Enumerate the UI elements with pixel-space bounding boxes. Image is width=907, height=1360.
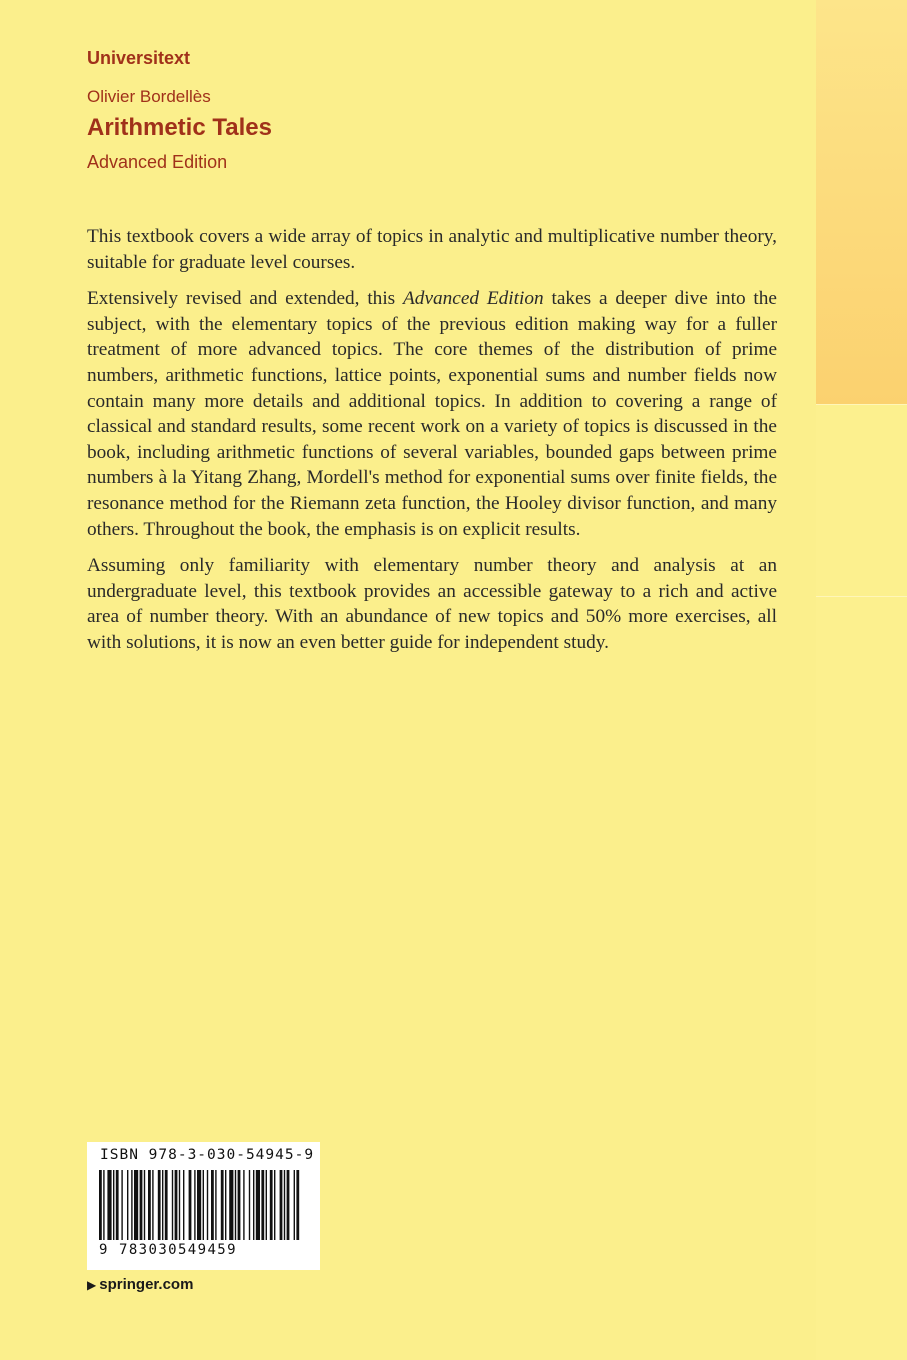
barcode-bar xyxy=(189,1170,192,1240)
barcode-bar xyxy=(148,1170,151,1240)
barcode-image xyxy=(95,1170,310,1242)
barcode-box xyxy=(87,1142,320,1270)
edition-label: Advanced Edition xyxy=(87,152,228,172)
barcode-bar xyxy=(179,1170,180,1240)
barcode-bar xyxy=(294,1170,295,1240)
barcode-bar xyxy=(165,1170,168,1240)
series-name: Universitext xyxy=(87,48,191,68)
blurb xyxy=(87,224,777,667)
blurb-paragraph-2 xyxy=(87,286,777,542)
isbn-label: ISBN 978-3-030-54945-9 xyxy=(100,1147,315,1163)
barcode-bar xyxy=(215,1170,216,1240)
blurb-text: Extensively revised and extended, this xyxy=(87,288,404,310)
barcode-bar xyxy=(280,1170,283,1240)
blurb-text: takes a deeper dive into the subject, with the elementary topics of the previous edition making way for a fuller treatment of more advanced topics. The core themes of the distribution of prime numbers, arithmetic functions, lattice points, exponential sums and number fields now contain many more details and additional topics. In addition to covering a range of classical and standard results, some recent work on a variety of topics is discussed in the book, including arithmetic functions of several variables, bounded gaps between prime numbers à la Yitang Zhang, Mordell's method for exponential sums over finite fields, the resonance method for the Riemann zeta function, the Hooley divisor function, and many others. Throughout the book, the emphasis is on explicit results. xyxy=(87,288,777,540)
barcode-bar xyxy=(158,1170,161,1240)
barcode-bar xyxy=(284,1170,285,1240)
barcode-bar xyxy=(162,1170,163,1240)
barcode-bar xyxy=(172,1170,173,1240)
spine-accent-band xyxy=(816,0,907,404)
barcode-bar xyxy=(238,1170,241,1240)
barcode-bar xyxy=(113,1170,114,1240)
book-title: Arithmetic Tales xyxy=(87,114,272,141)
barcode-bar xyxy=(296,1170,299,1240)
barcode-bar xyxy=(99,1170,102,1240)
barcode-bar xyxy=(256,1170,260,1240)
barcode-bar xyxy=(131,1170,132,1240)
barcode-bar xyxy=(253,1170,254,1240)
barcode-bar xyxy=(229,1170,233,1240)
barcode-bar xyxy=(249,1170,250,1240)
barcode-bar xyxy=(287,1170,290,1240)
barcode-bar xyxy=(270,1170,273,1240)
barcode-bar xyxy=(116,1170,119,1240)
barcode-bar xyxy=(197,1170,201,1240)
barcode-bar xyxy=(203,1170,204,1240)
barcode-bar xyxy=(140,1170,143,1240)
barcode-bar xyxy=(211,1170,214,1240)
barcode-bar xyxy=(261,1170,264,1240)
barcode-bar xyxy=(194,1170,195,1240)
author-name: Olivier Bordellès xyxy=(87,87,211,106)
barcode-bar xyxy=(221,1170,224,1240)
ean-digits: 783030549459 xyxy=(119,1242,237,1258)
barcode-bar xyxy=(243,1170,244,1240)
barcode-bar xyxy=(107,1170,111,1240)
barcode-bar xyxy=(144,1170,145,1240)
edition-emphasis: Advanced Edition xyxy=(403,288,544,310)
blurb-paragraph-1: This textbook covers a wide array of topics in analytic and multiplicative number theory, suitable for graduate level courses. xyxy=(87,226,777,273)
barcode-bar xyxy=(152,1170,153,1240)
blurb-paragraph-3: Assuming only familiarity with elementary number theory and analysis at an undergraduate level, this textbook provides an accessible gateway to a rich and active area of number theory. With an abundance of new topics and 50% more exercises, all with solutions, it is now an even better guide for independent study. xyxy=(87,555,777,653)
barcode-bar xyxy=(134,1170,138,1240)
barcode-bar xyxy=(235,1170,236,1240)
barcode-bar xyxy=(103,1170,104,1240)
barcode-bar xyxy=(207,1170,208,1240)
barcode-bar xyxy=(127,1170,128,1240)
publisher-link[interactable] xyxy=(87,1276,193,1293)
arrow-right-icon: ▶ xyxy=(87,1278,97,1292)
barcode-bar xyxy=(121,1170,122,1240)
barcode-bar xyxy=(225,1170,226,1240)
barcode-bar xyxy=(274,1170,275,1240)
barcode-bar xyxy=(266,1170,267,1240)
barcode-bar xyxy=(175,1170,178,1240)
ean-first-digit: 9 xyxy=(99,1242,108,1258)
spine-divider xyxy=(816,404,907,405)
barcode-bar xyxy=(183,1170,184,1240)
spine-divider xyxy=(816,596,907,597)
publisher-url: springer.com xyxy=(99,1276,194,1293)
